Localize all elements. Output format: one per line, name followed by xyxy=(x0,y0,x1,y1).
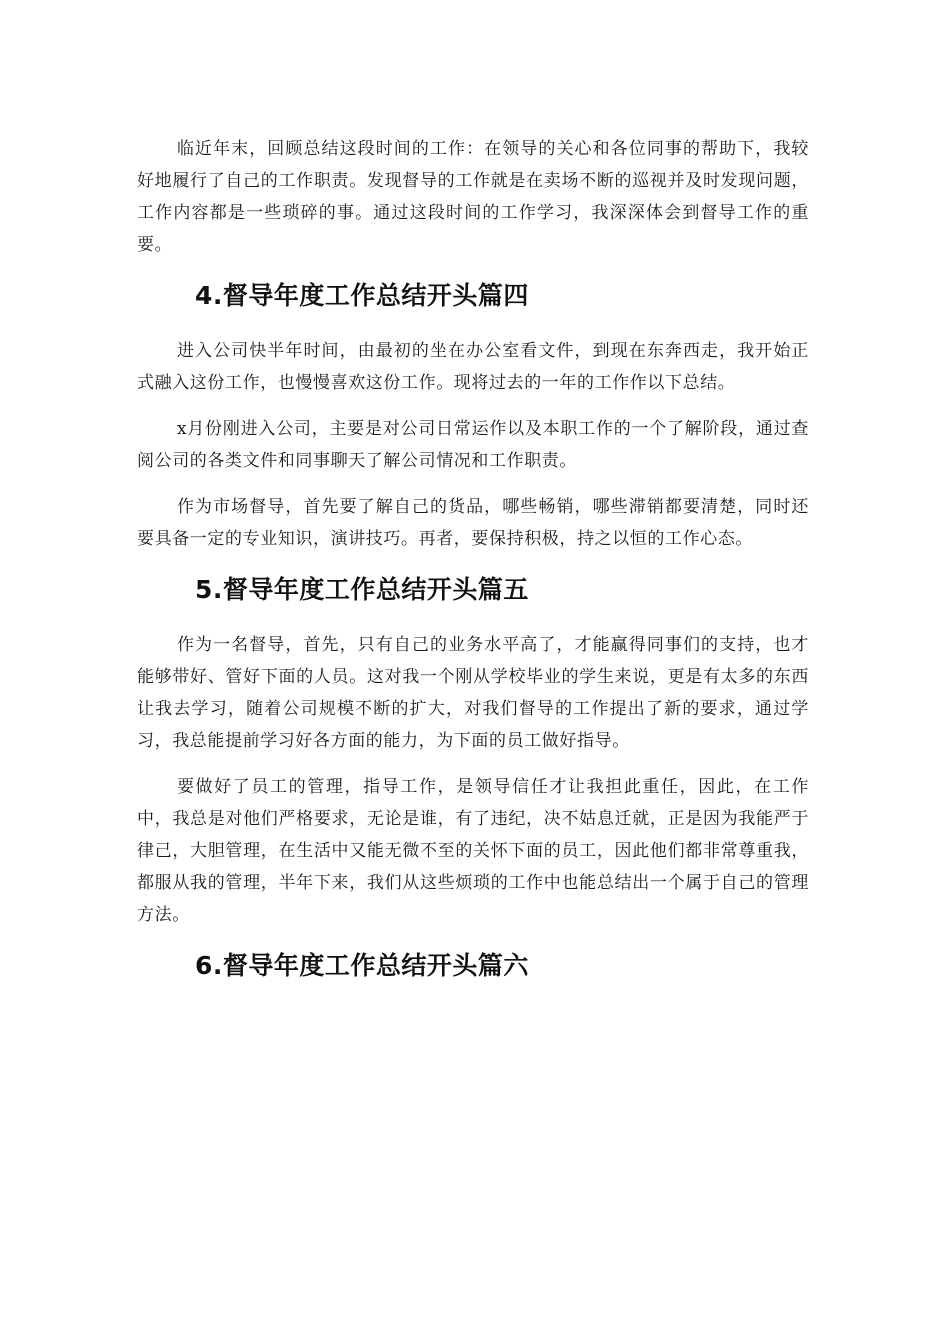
paragraph-first-month: x月份刚进入公司，主要是对公司日常运作以及本职工作的一个了解阶段，通过查阅公司的各类文件和同事聊天了解公司情况和工作职责。 xyxy=(137,419,809,471)
paragraph-market-supervisor: 作为市场督导，首先要了解自己的货品，哪些畅销，哪些滞销都要清楚，同时还要具备一定的专业知识，演讲技巧。再者，要保持积极，持之以恒的工作心态。 xyxy=(137,497,809,549)
paragraph-intro: 临近年末，回顾总结这段时间的工作：在领导的关心和各位同事的帮助下，我较好地履行了自己的工作职责。发现督导的工作就是在卖场不断的巡视并及时发现问题，工作内容都是一些琐碎的事。通过这段时间的工作学习，我深深体会到督导工作的重要。 xyxy=(137,139,809,255)
paragraph-staff-management: 要做好了员工的管理，指导工作，是领导信任才让我担此重任，因此，在工作中，我总是对他们严格要求，无论是谁，有了违纪，决不姑息迁就，正是因为我能严于律己，大胆管理，在生活中又能无微不至的关怀下面的员工，因此他们都非常尊重我，都服从我的管理，半年下来，我们从这些烦琐的工作中也能总结出一个属于自己的管理方法。 xyxy=(137,777,809,925)
paragraph-business-level: 作为一名督导，首先，只有自己的业务水平高了，才能赢得同事们的支持，也才能够带好、管好下面的人员。这对我一个刚从学校毕业的学生来说，更是有太多的东西让我去学习，随着公司规模不断的扩大，对我们督导的工作提出了新的要求，通过学习，我总能提前学习好各方面的能力，为下面的员工做好指导。 xyxy=(137,635,809,751)
section-heading-5: 5.督导年度工作总结开头篇五 xyxy=(195,575,529,604)
section-heading-6: 6.督导年度工作总结开头篇六 xyxy=(195,951,529,980)
paragraph-joining-company: 进入公司快半年时间，由最初的坐在办公室看文件，到现在东奔西走，我开始正式融入这份工作，也慢慢喜欢这份工作。现将过去的一年的工作作以下总结。 xyxy=(137,341,809,393)
section-heading-4: 4.督导年度工作总结开头篇四 xyxy=(195,281,529,310)
document-body xyxy=(137,133,809,1005)
